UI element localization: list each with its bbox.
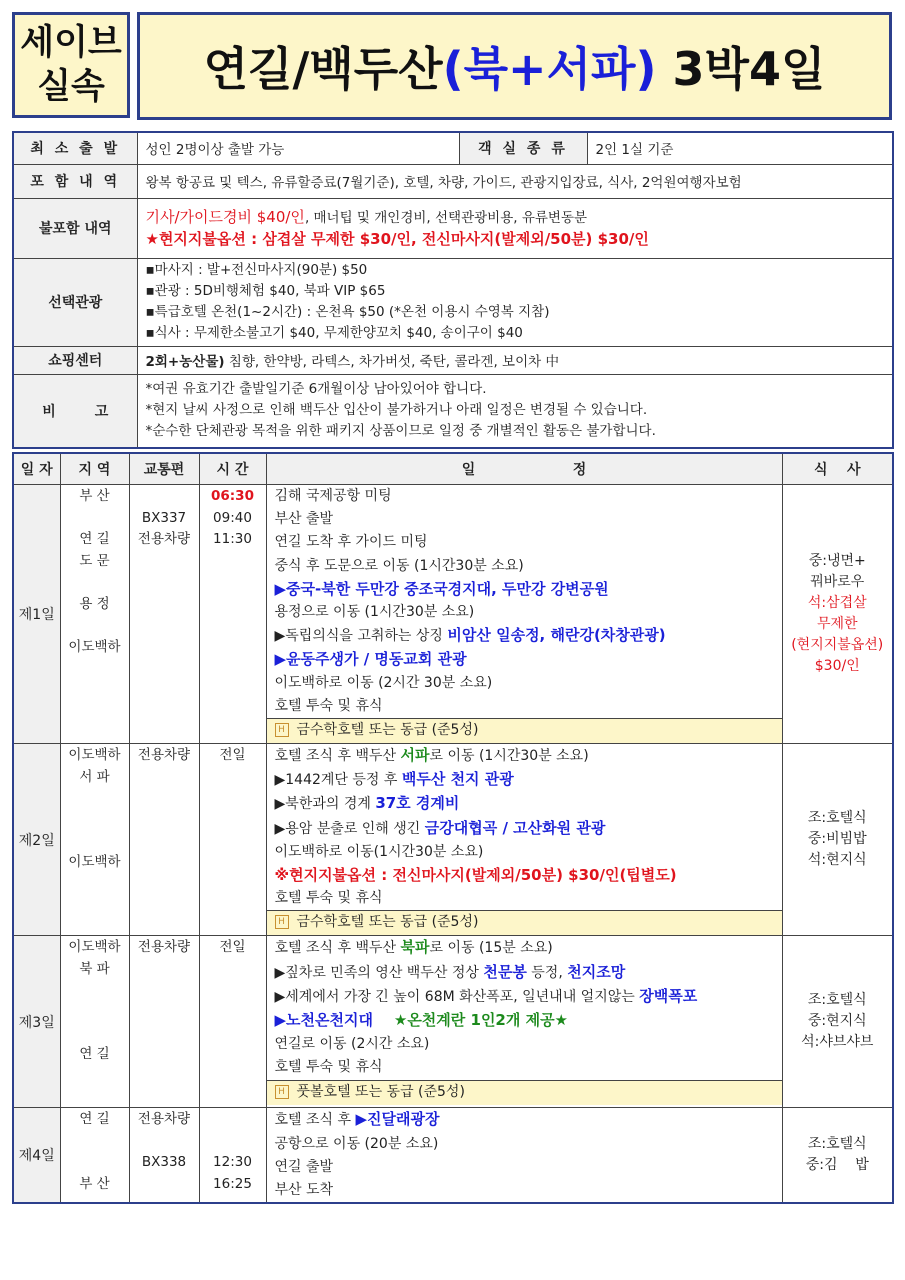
- hotel-name: 풋볼호텔 또는 동급 (준5성): [296, 1083, 465, 1100]
- day1-itinerary: [266, 485, 782, 744]
- header-time: 시 간: [199, 453, 266, 485]
- title-highlight: (북+서파): [442, 42, 657, 96]
- shop-value: [137, 346, 893, 374]
- excl-option: ★현지지불옵션 : 삼겹살 무제한 $30/인, 전신마사지(발제외/50분) $30/인: [145, 229, 649, 248]
- header-transport: 교통편: [129, 453, 199, 485]
- itin-text: ▶독립의식을 고취하는 상징: [274, 628, 448, 645]
- opt-line: ▪마사지 : 발+전신마사지(90분) $50: [145, 262, 368, 278]
- itin-text: ▶북한과의 경계: [274, 796, 376, 813]
- day2-itinerary: [266, 744, 782, 936]
- day2-time: 전일: [199, 744, 266, 936]
- hotel-icon: H: [275, 1085, 289, 1099]
- time: 09:40: [213, 509, 252, 526]
- itin-line: 호텔 투숙 및 휴식: [274, 890, 383, 907]
- place: 이도백하: [68, 939, 121, 956]
- transport: 전용차량: [137, 531, 191, 547]
- day4-places: [60, 1108, 129, 1203]
- title-main: 연길/백두산: [203, 42, 443, 96]
- shop-count: 2회+농산물): [145, 354, 225, 370]
- place-spacer: [61, 572, 129, 594]
- place: 용 정: [79, 595, 110, 612]
- hotel-row: [267, 1080, 782, 1105]
- header-itinerary: 일 정: [266, 453, 782, 485]
- badge-line2: 실속: [37, 67, 105, 107]
- meal-line: 중:비빔밥: [807, 831, 867, 848]
- excl-label: 불포함 내역: [13, 198, 137, 258]
- info-row-incl: [13, 164, 893, 198]
- opt-line: ▪식사 : 무제한소불고기 $40, 무제한양꼬치 $40, 송이구이 $40: [145, 325, 523, 341]
- place-spacer: [61, 615, 129, 637]
- day4-itinerary: [266, 1108, 782, 1203]
- itin-line: 부산 도착: [274, 1182, 334, 1199]
- day1-meal: [782, 485, 893, 744]
- meal-line: 중:김 밥: [805, 1157, 869, 1174]
- meal-line: 석:삼겹살: [807, 595, 867, 612]
- itin-highlight: 장백폭포: [639, 986, 698, 1005]
- day-row-3: [13, 936, 893, 1108]
- place-spacer: [61, 1131, 129, 1174]
- place: 이도백하: [68, 638, 121, 655]
- opt-label: 선택관광: [13, 258, 137, 346]
- opt-value: [137, 258, 893, 346]
- place: 부 산: [79, 488, 110, 504]
- itin-line: [275, 744, 782, 768]
- itin-text: ▶1442계단 등정 후: [274, 772, 402, 789]
- itin-line: [275, 961, 782, 985]
- meal-line: 꿔바로우: [810, 574, 865, 591]
- shop-label: 쇼핑센터: [13, 346, 137, 374]
- meal-line: (현지지불옵션): [791, 637, 884, 654]
- itin-line: 부산 출발: [274, 511, 334, 528]
- note-label: 비 고: [13, 374, 137, 448]
- header-region: 지 역: [60, 453, 129, 485]
- itin-text: 등정,: [526, 964, 568, 981]
- itin-line: [275, 1009, 782, 1033]
- itin-text: ▶짚차로 민족의 영산 백두산 정상: [274, 964, 484, 981]
- transport: 전용차량: [137, 1111, 191, 1128]
- hotel-name: 금수학호텔 또는 동급 (준5성): [296, 722, 479, 739]
- itin-highlight: 북파: [400, 938, 430, 957]
- time: 06:30: [211, 488, 254, 504]
- itin-text: 로 이동 (1시간30분 소요): [429, 748, 589, 765]
- info-row-opt: [13, 258, 893, 346]
- itin-line: [275, 1108, 782, 1132]
- time-spacer: [200, 1109, 266, 1152]
- page-title: [137, 12, 892, 120]
- day3-itinerary: [266, 936, 782, 1108]
- itin-line: [275, 985, 782, 1009]
- place-spacer: [61, 980, 129, 1044]
- day-row-2: [13, 744, 893, 936]
- itin-text: 호텔 조식 후 백두산: [274, 748, 401, 765]
- place: 부 산: [79, 1175, 110, 1192]
- hotel-row: [267, 718, 782, 743]
- info-row-note: [13, 374, 893, 448]
- itin-line: 호텔 투숙 및 휴식: [274, 1059, 383, 1076]
- badge-line1: 세이브: [20, 23, 122, 63]
- incl-label: 포 함 내 역: [13, 164, 137, 198]
- itin-highlight: 37호 경계비: [375, 794, 460, 813]
- day-label: 제3일: [13, 936, 60, 1108]
- time: 11:30: [213, 531, 252, 547]
- day-label: 제1일: [13, 485, 60, 744]
- itin-line: [275, 768, 782, 792]
- itin-line: 김해 국제공항 미팅: [274, 488, 392, 504]
- schedule-table: [12, 452, 894, 1204]
- itin-line: 중식 후 도문으로 이동 (1시간30분 소요): [274, 557, 524, 574]
- meal-line: 조:호텔식: [807, 810, 867, 827]
- excl-rest: , 매너팁 및 개인경비, 선택관광비용, 유류변동분: [304, 209, 588, 226]
- meal-line: 무제한: [816, 616, 858, 633]
- itin-text: ▶세계에서 가장 긴 높이 68M 화산폭포, 일년내내 얼지않는: [274, 988, 640, 1005]
- note-line: *여권 유효기간 출발일기준 6개월이상 남아있어야 합니다.: [145, 381, 487, 398]
- note-line: *현지 날씨 사정으로 인해 백두산 입산이 불가하거나 아래 일정은 변경될 수 있습니다.: [145, 402, 648, 419]
- itin-line: 연길 출발: [274, 1158, 334, 1175]
- itin-line: 용정으로 이동 (1시간30분 소요): [274, 604, 475, 621]
- shop-items: 침향, 한약방, 라텍스, 차가버섯, 죽탄, 콜라겐, 보이차 中: [224, 354, 559, 370]
- place-spacer: [61, 788, 129, 852]
- day2-transport: 전용차량: [129, 744, 199, 936]
- itin-highlight: ▶노천온천지대: [274, 1011, 373, 1030]
- header-day: 일 자: [13, 453, 60, 485]
- itin-text: 로 이동 (15분 소요): [429, 940, 553, 957]
- min-label: 최 소 출 발: [13, 132, 137, 164]
- itin-line: 연길로 이동 (2시간 소요): [274, 1036, 430, 1053]
- itin-highlight: 백두산 천지 관광: [401, 770, 514, 789]
- itin-highlight: ★온천계란 1인2개 제공★: [372, 1011, 569, 1030]
- day4-times: [199, 1108, 266, 1203]
- itin-line: [275, 624, 782, 648]
- hotel-icon: H: [275, 723, 289, 737]
- place: 이도백하: [68, 747, 121, 764]
- place: 연 길: [79, 1046, 110, 1063]
- itin-line: ※현지지불옵션 : 전신마사지(발제외/50분) $30/인(팁별도): [274, 866, 677, 885]
- opt-line: ▪관광 : 5D비행체험 $40, 북파 VIP $65: [145, 283, 386, 299]
- day2-places: [60, 744, 129, 936]
- day-label: 제4일: [13, 1108, 60, 1203]
- day3-transport: 전용차량: [129, 936, 199, 1108]
- itin-line: ▶중국-북한 두만강 중조국경지대, 두만강 강변공원: [274, 579, 609, 598]
- day3-meal: [782, 936, 893, 1108]
- excl-value: [137, 198, 893, 258]
- itin-line: [275, 817, 782, 841]
- place: 북 파: [79, 960, 110, 977]
- itin-highlight: ▶진달래광장: [355, 1110, 440, 1129]
- info-table: [12, 131, 894, 449]
- day4-transport: [129, 1108, 199, 1203]
- meal-line: 중:현지식: [807, 1013, 867, 1030]
- day-row-4: [13, 1108, 893, 1203]
- meal-line: 중:냉면+: [808, 553, 866, 570]
- place: 서 파: [79, 768, 110, 785]
- opt-line: ▪특급호텔 온천(1~2시간) : 온천욕 $50 (*온천 이용시 수영복 지참): [145, 304, 550, 320]
- meal-line: 석:샤브샤브: [801, 1034, 874, 1051]
- day2-meal: [782, 744, 893, 936]
- itin-text: 호텔 조식 후: [274, 1112, 356, 1129]
- itin-line: 이도백하로 이동(1시간30분 소요): [274, 843, 484, 860]
- time: 12:30: [213, 1154, 252, 1171]
- meal-line: $30/인: [814, 658, 860, 675]
- schedule-header: [13, 453, 893, 485]
- room-label: 객 실 종 류: [459, 132, 587, 164]
- itin-line: 호텔 투숙 및 휴식: [274, 697, 383, 714]
- incl-value: 왕복 항공료 및 텍스, 유류할증료(7월기준), 호텔, 차량, 가이드, 관광지입장료, 식사, 2억원여행자보험: [137, 164, 893, 198]
- itin-highlight: 서파: [400, 746, 430, 765]
- place-spacer: [61, 508, 129, 530]
- meal-line: 석:현지식: [807, 852, 867, 869]
- place: 이도백하: [68, 854, 121, 871]
- itin-highlight: 금강대협곡 / 고산화원 관광: [424, 818, 606, 837]
- day1-transport: [129, 485, 199, 744]
- itin-text: 호텔 조식 후 백두산: [274, 940, 401, 957]
- itin-line: 연길 도착 후 가이드 미팅: [274, 534, 428, 551]
- place: 도 문: [79, 552, 110, 569]
- itin-line: 이도백하로 이동 (2시간 30분 소요): [274, 674, 493, 691]
- itin-line: ▶윤동주생가 / 명동교회 관광: [274, 650, 467, 669]
- excl-red: 기사/가이드경비 $40/인: [145, 207, 305, 226]
- room-value: 2인 1실 기준: [587, 132, 893, 164]
- hotel-icon: H: [275, 915, 289, 929]
- itin-line: 공항으로 이동 (20분 소요): [274, 1135, 439, 1152]
- day1-times: [199, 485, 266, 744]
- place: 연 길: [79, 531, 110, 547]
- place: 연 길: [79, 1111, 110, 1128]
- title-rest: 3박4일: [656, 42, 826, 96]
- meal-line: 조:호텔식: [807, 1136, 867, 1153]
- day3-time: 전일: [199, 936, 266, 1108]
- itin-line: [275, 792, 782, 816]
- day3-places: [60, 936, 129, 1108]
- day4-meal: [782, 1108, 893, 1203]
- meal-line: 조:호텔식: [807, 992, 867, 1009]
- itin-highlight: 비암산 일송정, 해란강(차창관광): [447, 626, 666, 645]
- time: 16:25: [213, 1175, 252, 1192]
- transport: BX337: [141, 509, 187, 526]
- min-value: 성인 2명이상 출발 가능: [137, 132, 459, 164]
- info-row-shop: [13, 346, 893, 374]
- itin-highlight: 천지조망: [567, 962, 626, 981]
- info-row-min: [13, 132, 893, 164]
- day-label: 제2일: [13, 744, 60, 936]
- itin-highlight: 천문봉: [483, 962, 527, 981]
- info-row-excl: [13, 198, 893, 258]
- itin-text: ▶용암 분출로 인해 생긴: [274, 820, 425, 837]
- day-row-1: [13, 485, 893, 744]
- note-value: [137, 374, 893, 448]
- itin-line: [275, 936, 782, 960]
- badge: [12, 12, 130, 118]
- header-meal: 식 사: [782, 453, 893, 485]
- transport-spacer: [130, 1131, 199, 1153]
- hotel-row: [267, 910, 782, 935]
- day1-places: [60, 485, 129, 744]
- note-line: *순수한 단체관광 목적을 위한 패키지 상품이므로 일정 중 개별적인 활동은 불가합니다.: [145, 423, 656, 440]
- hotel-name: 금수학호텔 또는 동급 (준5성): [296, 914, 479, 931]
- transport-spacer: [130, 486, 199, 508]
- transport: BX338: [141, 1154, 187, 1171]
